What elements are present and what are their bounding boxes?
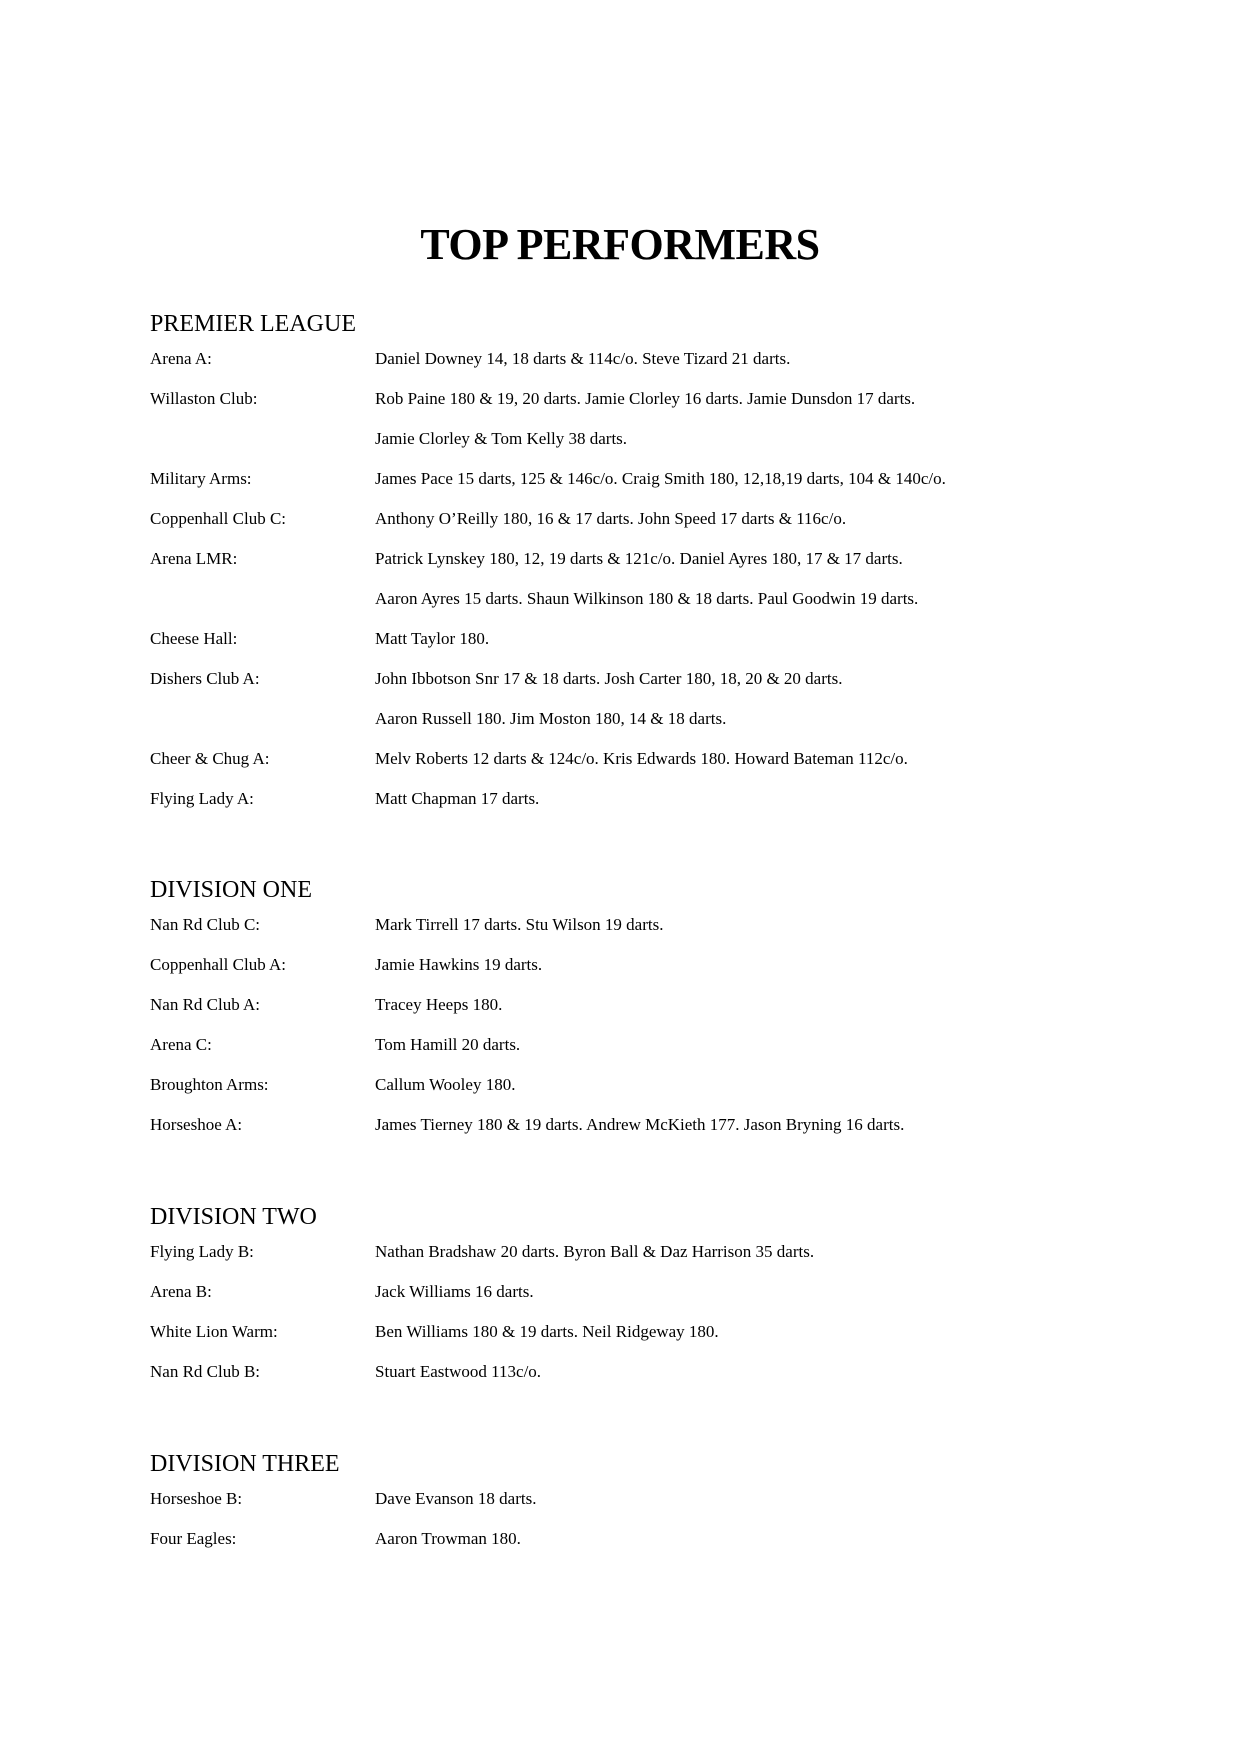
team-name: Flying Lady A:: [150, 789, 254, 808]
performance-text: Nathan Bradshaw 20 darts. Byron Ball & Daz Harrison 35 darts.: [375, 1242, 815, 1261]
performance-text: Mark Tirrell 17 darts. Stu Wilson 19 darts.: [375, 915, 664, 934]
section-heading: PREMIER LEAGUE: [150, 311, 356, 337]
team-name: Arena A:: [150, 349, 212, 368]
page-title: TOP PERFORMERS: [420, 220, 820, 270]
performance-text: Rob Paine 180 & 19, 20 darts. Jamie Clorley 16 darts. Jamie Dunsdon 17 darts.: [375, 389, 916, 408]
section-division-one: [150, 875, 1110, 1155]
performance-text: James Pace 15 darts, 125 & 146c/o. Craig Smith 180, 12,18,19 darts, 104 & 140c/o.: [375, 469, 946, 488]
performance-text: Daniel Downey 14, 18 darts & 114c/o. Steve Tizard 21 darts.: [375, 349, 791, 368]
team-name: Nan Rd Club C:: [150, 915, 261, 934]
performance-text: Aaron Russell 180. Jim Moston 180, 14 & 18 darts.: [375, 709, 727, 728]
performance-text: John Ibbotson Snr 17 & 18 darts. Josh Carter 180, 18, 20 & 20 darts.: [375, 669, 843, 688]
team-name: [150, 709, 375, 749]
performer-row: [150, 1242, 1110, 1282]
team-name: Military Arms:: [150, 469, 252, 488]
team-name: Four Eagles:: [150, 1529, 237, 1548]
performance-text: Jamie Hawkins 19 darts.: [375, 955, 543, 974]
performance-text: Ben Williams 180 & 19 darts. Neil Ridgeway 180.: [375, 1322, 719, 1341]
team-name: Coppenhall Club A:: [150, 955, 286, 974]
team-name: Nan Rd Club B:: [150, 1362, 261, 1381]
team-name: Willaston Club:: [150, 389, 258, 408]
section-heading: DIVISION TWO: [150, 1204, 317, 1230]
performer-row: [150, 1115, 1110, 1155]
performer-row: [150, 1075, 1110, 1115]
team-name: Cheese Hall:: [150, 629, 238, 648]
performer-row: [150, 915, 1110, 955]
performer-row: [150, 389, 1110, 429]
performer-row: [150, 709, 1110, 749]
performance-text: Aaron Ayres 15 darts. Shaun Wilkinson 180 & 18 darts. Paul Goodwin 19 darts.: [375, 589, 919, 608]
performance-text: Jamie Clorley & Tom Kelly 38 darts.: [375, 429, 628, 448]
performance-text: Dave Evanson 18 darts.: [375, 1489, 537, 1508]
performer-row: [150, 1282, 1110, 1322]
performance-text: James Tierney 180 & 19 darts. Andrew McKieth 177. Jason Bryning 16 darts.: [375, 1115, 905, 1134]
performance-text: Callum Wooley 180.: [375, 1075, 516, 1094]
performer-row: [150, 1322, 1110, 1362]
performance-text: Tom Hamill 20 darts.: [375, 1035, 521, 1054]
performance-text: Matt Taylor 180.: [375, 629, 490, 648]
team-name: [150, 589, 375, 629]
performer-row: [150, 349, 1110, 389]
team-name: Arena B:: [150, 1282, 212, 1301]
performer-row: [150, 1489, 1110, 1529]
performer-row: [150, 1035, 1110, 1075]
performer-row: [150, 629, 1110, 669]
team-name: Dishers Club A:: [150, 669, 260, 688]
performer-row: [150, 469, 1110, 509]
section-heading: DIVISION THREE: [150, 1451, 340, 1477]
section-heading: DIVISION ONE: [150, 877, 312, 903]
performer-row: [150, 749, 1110, 789]
team-name: Flying Lady B:: [150, 1242, 254, 1261]
performance-text: Matt Chapman 17 darts.: [375, 789, 540, 808]
team-name: Broughton Arms:: [150, 1075, 269, 1094]
section-division-two: [150, 1202, 1110, 1402]
performance-text: Tracey Heeps 180.: [375, 995, 503, 1014]
performer-row: [150, 1362, 1110, 1402]
performer-row: [150, 549, 1110, 589]
performance-text: Anthony O’Reilly 180, 16 & 17 darts. John Speed 17 darts & 116c/o.: [375, 509, 847, 528]
performance-text: Jack Williams 16 darts.: [375, 1282, 534, 1301]
performer-row: [150, 669, 1110, 709]
team-name: Cheer & Chug A:: [150, 749, 270, 768]
performer-row: [150, 995, 1110, 1035]
performance-text: Melv Roberts 12 darts & 124c/o. Kris Edwards 180. Howard Bateman 112c/o.: [375, 749, 908, 768]
team-name: Arena LMR:: [150, 549, 238, 568]
team-name: Horseshoe B:: [150, 1489, 243, 1508]
section-division-three: [150, 1449, 1110, 1569]
performer-row: [150, 955, 1110, 995]
performer-row: [150, 789, 1110, 829]
team-name: Arena C:: [150, 1035, 212, 1054]
team-name: Horseshoe A:: [150, 1115, 243, 1134]
team-name: Coppenhall Club C:: [150, 509, 286, 528]
performer-row: [150, 1529, 1110, 1569]
section-premier-league: [150, 309, 1110, 829]
performer-row: [150, 589, 1110, 629]
team-name: White Lion Warm:: [150, 1322, 278, 1341]
performer-row: [150, 509, 1110, 549]
team-name: Nan Rd Club A:: [150, 995, 261, 1014]
performance-text: Stuart Eastwood 113c/o.: [375, 1362, 542, 1381]
team-name: [150, 429, 375, 469]
performer-row: [150, 429, 1110, 469]
performance-text: Aaron Trowman 180.: [375, 1529, 521, 1548]
performance-text: Patrick Lynskey 180, 12, 19 darts & 121c/o. Daniel Ayres 180, 17 & 17 darts.: [375, 549, 903, 568]
